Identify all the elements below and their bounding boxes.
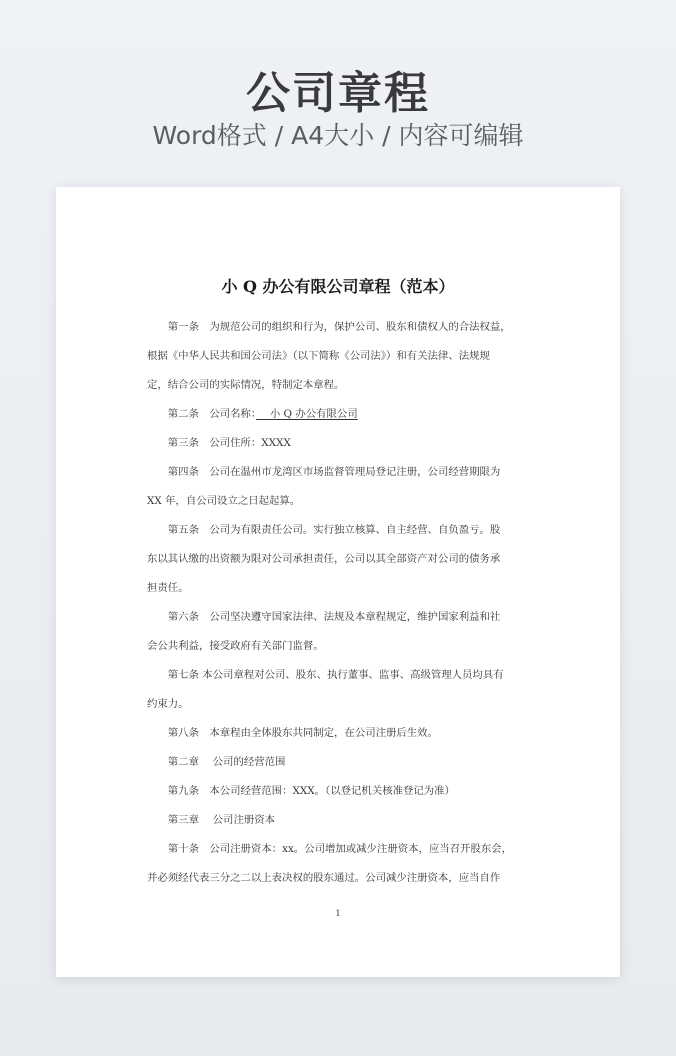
article-1 bbox=[147, 313, 529, 400]
article-7-line-2: 约束力。 bbox=[147, 698, 189, 710]
article-10 bbox=[147, 835, 529, 893]
article-9 bbox=[147, 777, 529, 806]
article-5 bbox=[147, 516, 529, 603]
article-1-line-2: 根据《中华人民共和国公司法》（以下简称《公司法》）和有关法律、法规规 bbox=[147, 350, 490, 362]
banner-subtitle: Word格式 / A4大小 / 内容可编辑 bbox=[152, 121, 524, 150]
chapter-2-line: 第二章 公司的经营范围 bbox=[167, 756, 286, 768]
article-7-line-1: 第七条 本公司章程对公司、股东、执行董事、监事、高级管理人员均具有 bbox=[167, 669, 504, 681]
article-10-line-2: 并必须经代表三分之二以上表决权的股东通过。公司减少注册资本，应当自作 bbox=[147, 872, 501, 884]
article-5-line-3: 担责任。 bbox=[147, 582, 189, 594]
article-8-line-1: 第八条 本章程由全体股东共同制定，在公司注册后生效。 bbox=[167, 727, 438, 739]
document-body bbox=[147, 313, 529, 893]
article-10-line-1: 第十条 公司注册资本：xx。公司增加或减少注册资本，应当召开股东会， bbox=[167, 843, 513, 855]
article-6 bbox=[147, 603, 529, 661]
article-2 bbox=[147, 400, 529, 429]
article-8 bbox=[147, 719, 529, 748]
article-4-line-1: 第四条 公司在温州市龙湾区市场监督管理局登记注册，公司经营期限为 bbox=[167, 466, 501, 478]
banner bbox=[0, 0, 676, 186]
article-2-prefix: 第二条 公司名称： bbox=[167, 408, 257, 420]
article-5-line-2: 东以其认缴的出资额为限对公司承担责任，公司以其全部资产对公司的债务承 bbox=[147, 553, 501, 565]
chapter-3-heading bbox=[147, 806, 529, 835]
chapter-3-line: 第三章 公司注册资本 bbox=[167, 814, 276, 826]
article-4-line-2: XX 年，自公司设立之日起起算。 bbox=[147, 495, 301, 507]
article-1-line-1: 第一条 为规范公司的组织和行为，保护公司、股东和债权人的合法权益， bbox=[167, 321, 511, 333]
article-1-line-3: 定，结合公司的实际情况，特制定本章程。 bbox=[147, 379, 345, 391]
article-3-line-1: 第三条 公司住所：XXXX bbox=[167, 437, 291, 449]
company-name-value: 小 Q 办公有限公司 bbox=[256, 408, 358, 420]
article-5-line-1: 第五条 公司为有限责任公司。实行独立核算、自主经营、自负盈亏。股 bbox=[167, 524, 501, 536]
chapter-2-heading bbox=[147, 748, 529, 777]
article-3 bbox=[147, 429, 529, 458]
article-4 bbox=[147, 458, 529, 516]
article-6-line-1: 第六条 公司坚决遵守国家法律、法规及本章程规定，维护国家利益和社 bbox=[167, 611, 501, 623]
document-title: 小 Q 办公有限公司章程（范本） bbox=[221, 277, 455, 296]
document-page[interactable] bbox=[56, 187, 620, 977]
page-number: 1 bbox=[335, 909, 341, 918]
article-7 bbox=[147, 661, 529, 719]
banner-title: 公司章程 bbox=[246, 68, 430, 119]
article-9-line-1: 第九条 本公司经营范围：XXX。（以登记机关核准登记为准） bbox=[167, 785, 455, 797]
article-6-line-2: 会公共利益，接受政府有关部门监督。 bbox=[147, 640, 324, 652]
